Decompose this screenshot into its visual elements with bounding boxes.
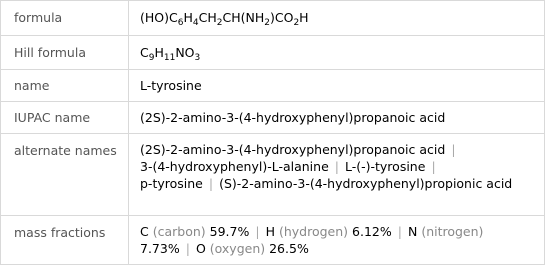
formula-sub: 3 [194,53,201,63]
separator: | [185,241,190,256]
formula-sub: 2 [264,18,270,28]
formula-part: CH [198,10,217,25]
row-label [1,1,129,35]
formula-sub: 2 [293,18,300,28]
table-row [1,101,544,133]
mass-line [140,240,538,257]
hill-value [140,36,538,63]
formula-value [140,1,538,28]
table-row [1,133,544,215]
alternate-name: (S)-2-amino-3-(4-hydroxyphenyl)propionic acid [219,176,513,191]
element-symbol: C [140,224,149,239]
hill-label: Hill formula [14,45,86,60]
formula-label: formula [14,10,63,25]
separator: | [255,224,260,239]
element-name: (hydrogen) [278,224,349,239]
table-row [1,35,544,69]
formula-text [140,10,538,28]
iupac-value [140,102,538,125]
row-label [1,216,129,264]
formula-sub: 9 [148,53,155,63]
separator: | [451,142,456,157]
separator: | [208,176,214,191]
iupac-text: (2S)-2-amino-3-(4-hydroxyphenyl)propanoic acid [140,110,446,125]
formula-part: )CO [269,10,294,25]
formula-sub: 6 [177,18,184,28]
formula-part: CH(NH [222,10,265,25]
row-label [1,134,129,215]
formula-sub: 2 [216,18,223,28]
formula-part: H [154,45,164,60]
alt-line [140,141,538,158]
alternate-names-label: alternate names [14,143,117,158]
element-name: (nitrogen) [421,224,484,239]
fraction-value: 26.5% [269,241,309,256]
separator: | [334,159,339,174]
formula-part: C [140,45,149,60]
element-symbol: O [195,241,206,256]
fraction-value: 7.73% [140,241,180,256]
row-label [1,36,129,69]
formula-sub: 11 [163,53,176,63]
separator: | [431,159,436,174]
name-value [140,70,538,93]
formula-part: (HO)C [140,10,178,25]
mass-fractions-label: mass fractions [14,225,106,240]
formula-part: NO [175,45,195,60]
formula-part: H [299,10,309,25]
alternate-name: L-(-)-tyrosine [344,159,426,174]
hill-text [140,45,538,63]
mass-fractions-value [140,216,538,257]
table-row [1,1,544,35]
row-label [1,70,129,101]
element-symbol: N [407,224,418,239]
alternate-name: p-tyrosine [140,176,203,191]
mass-line [140,223,538,240]
name-text: L-tyrosine [140,78,202,93]
alternate-name: (2S)-2-amino-3-(4-hydroxyphenyl)propanoic acid [140,142,446,157]
alternate-name: 3-(4-hydroxyphenyl)-L-alanine [140,159,329,174]
element-symbol: H [265,224,275,239]
iupac-label: IUPAC name [14,110,91,125]
table-row [1,215,544,264]
fraction-value: 6.12% [352,224,392,239]
row-label [1,102,129,133]
formula-part: H [183,10,193,25]
alt-line [140,175,538,192]
alternate-names-value [140,134,538,192]
formula-sub: 4 [192,18,199,28]
alt-line [140,158,538,175]
fraction-value: 59.7% [209,224,250,239]
element-name: (carbon) [152,224,206,239]
separator: | [397,224,402,239]
element-name: (oxygen) [209,241,266,256]
table-row [1,69,544,101]
name-label: name [14,78,50,93]
